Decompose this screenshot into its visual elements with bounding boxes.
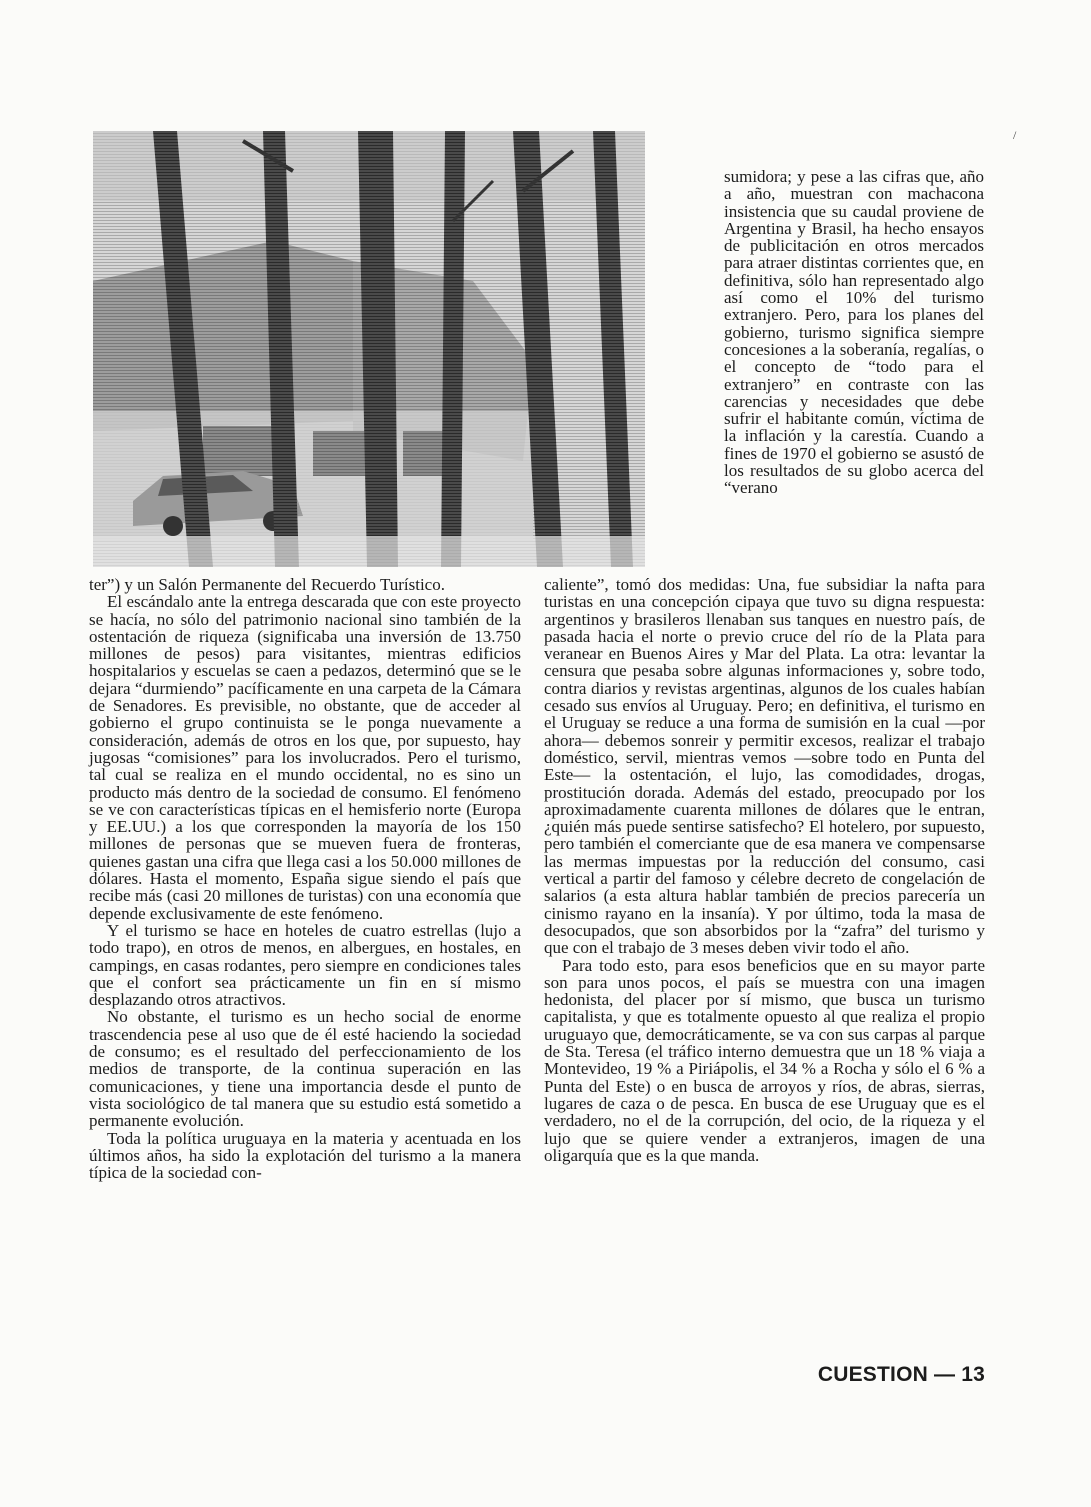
- paragraph: sumidora; y pese a las cifras que, año a año, muestran con machacona insistencia que su caudal proviene de Argentina y Brasil, ha hecho ensayos de publicitación en otros mercados para atraer distintas corrientes que, en definitiva, sólo han representado algo así como el 10% del turismo extranjero. Pero, para los planes del gobierno, turismo significa siempre concesiones a la soberanía, regalías, o el concepto de “todo para el extranjero” en contraste con las carencias y necesidades que debe sufrir el habitante común, víctima de la inflación y la carestía. Cuando a fines de 1970 el gobierno se asustó de los resultados de su globo acerca del “verano: [724, 167, 984, 498]
- paragraph: caliente”, tomó dos medidas: Una, fue subsidiar la nafta para turistas en una concepción cipaya que tuvo su digna respuesta: argentinos y brasileros llenaban sus tanques en nuestro país, de pasada hacia el norte o previo cruce del río de la Plata para veranear en Buenos Aires y Mar del Plata. La otra: levantar la censura que pesaba sobre algunas informaciones y, sobre todo, contra diarios y revistas argentinas, algunos de los cuales habían cesado sus envíos al Uruguay. Pero; en definitiva, el turismo en el Uruguay se reduce a una forma de sumisión en la cual —por ahora— debemos sonreir y permitir excesos, realizar el trabajo doméstico, servil, mientras vemos —sobre todo en Punta del Este— la ostentación, el lujo, las comodidades, drogas, prostitución dorada. Además del estado, preocupado por los aproximadamente cuarenta millones de dólares que le entran, ¿quién más puede sentirse satisfecho? El hotelero, por supuesto, pero también el comerciante que de esa manera ve compensarse las mermas impuestas por la reducción del consumo, casi vertical a partir del famoso y célebre decreto de congelación de salarios (a esta altura hablar también de precios parecería un cinismo rayano en la insanía). Y por último, toda la masa de desocupados, que son absorbidos por la “zafra” del turismo y que con el trabajo de 3 meses deben vivir todo el año.: [544, 575, 985, 958]
- right-column-top: [724, 168, 984, 497]
- paragraph: El escándalo ante la entrega descarada que con este proyecto se hacía, no sólo del patrimonio nacional sino también de la ostentación de riqueza (significaba una inversión de 13.750 millones de pesos) para visitantes, mientras edificios hospitalarios y escuelas se caen a pedazos, determinó que se le dejara “durmiendo” pacíficamente en una carpeta de la Cámara de Senadores. Es previsible, no obstante, que de acceder al gobierno el grupo continuista se le ponga nuevamente a consideración, además de otros en los que, por supuesto, hay jugosas “comisiones” para los involucrados. Pero el turismo, tal cual se realiza en el mundo occidental, no es sino un producto más dentro de la sociedad de consumo. El fenómeno se ve con características típicas en el hemisferio norte (Europa y EE.UU.) a los que corresponden la mayoría de los 150 millones de personas que se mueven fuera de fronteras, quienes gastan una cifra que llega casi a los 50.000 millones de dólares. Hasta el momento, España sigue siendo el país que recibe más (casi 20 millones de turistas) con una economía que depende exclusivamente de este fenómeno.: [89, 592, 521, 923]
- page-footer: CUESTION — 13: [817, 1363, 985, 1386]
- paragraph: Para todo esto, para esos beneficios que en su mayor parte son para unos pocos, el país se muestra con una imagen hedonista, del placer por sí mismo, que busca un turismo capitalista, y que es totalmente opuesto al que realiza el propio uruguayo que, democráticamente, se va con sus carpas al parque de Sta. Teresa (el tráfico interno demuestra que un 18 % viaja a Montevideo, 19 % a Piriápolis, el 34 % a Rocha y sólo el 6 % a Punta del Este) o en busca de arroyos y ríos, de abras, sierras, lugares de caza o de pesca. En busca de ese Uruguay que es el verdadero, no el de la corrupción, del ocio, de la riqueza y el lujo que se quiere vender a extranjeros, imagen de una oligarquía que es la que manda.: [544, 955, 985, 1165]
- photo-image: [93, 131, 645, 567]
- left-column: [89, 576, 521, 1181]
- paragraph: Toda la política uruguaya en la materia y acentuada en los últimos años, ha sido la explotación del turismo a la manera típica de la sociedad con-: [89, 1128, 521, 1183]
- paragraph: No obstante, el turismo es un hecho social de enorme trascendencia pese al uso que de él esté haciendo la sociedad de consumo; es el resultado del perfeccionamiento de los medios de transporte, de la continua superación en las comunicaciones, y tiene una importancia desde el punto de vista sociológico de tal manera que su estudio está sometido a permanente evolución.: [89, 1007, 521, 1131]
- article-photo: [93, 131, 645, 567]
- paragraph: Y el turismo se hace en hoteles de cuatro estrellas (lujo a todo trapo), en otros de menos, en albergues, en hostales, en campings, en casas rodantes, pero siempre en condiciones tales que el confort sea prácticamente un fin en sí mismo desplazando otros atractivos.: [89, 920, 521, 1010]
- right-column-bottom: [544, 576, 985, 1164]
- corner-mark: /: [1013, 128, 1017, 142]
- paragraph: ter”) y un Salón Permanente del Recuerdo Turístico.: [89, 575, 445, 594]
